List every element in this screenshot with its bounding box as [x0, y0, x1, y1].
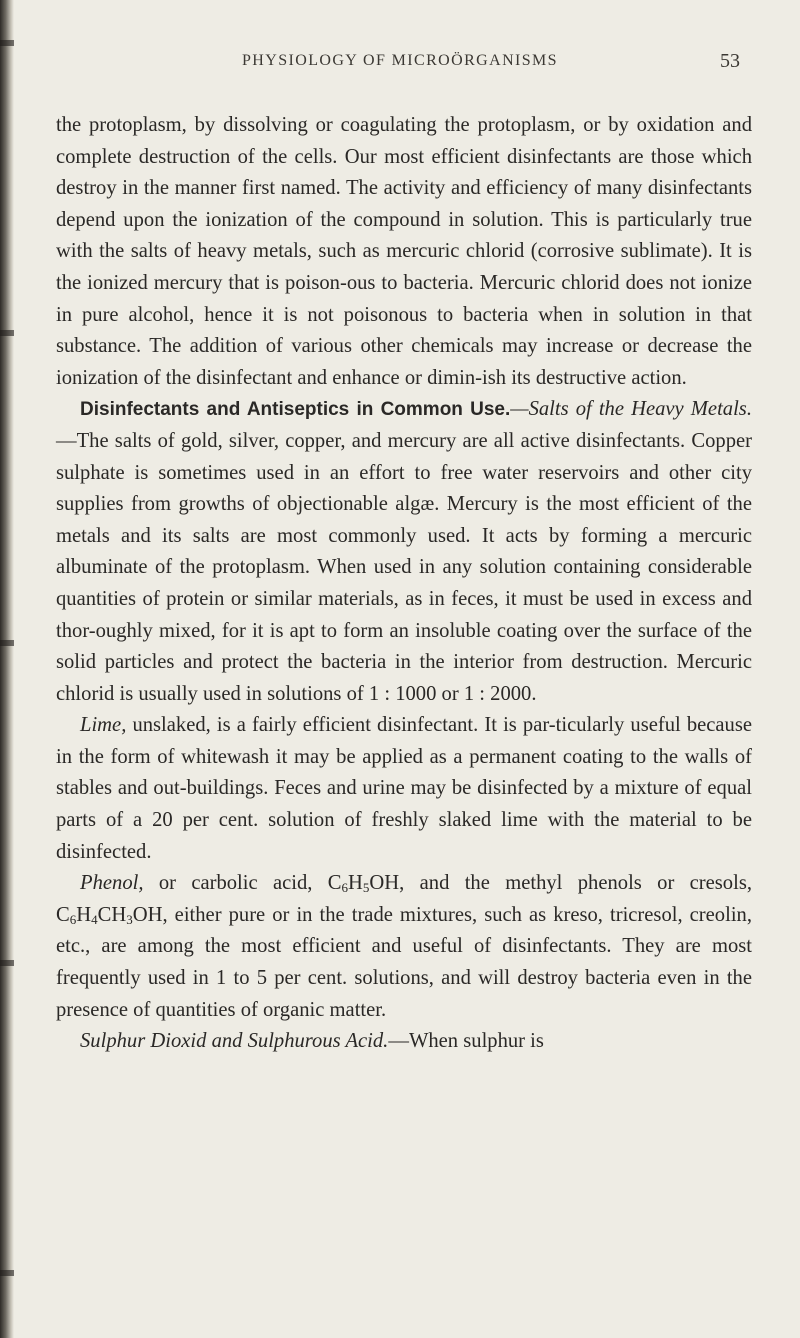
paragraph-lead: Lime, [80, 714, 127, 737]
paragraph-text: unslaked, is a fairly efficient disinfectant. It is par-ticularly useful because in the form of whitewash it may be applied as a permanent coating to the walls of stables and out-buildings. Feces and urine may be disinfected by a mixture of equal parts of a 20 per cent. solution of freshly slaked lime with the material to be disinfected. [56, 714, 752, 863]
page-number: 53 [720, 50, 740, 72]
paragraph-text: OH, and the methyl phenols or cresols, C [56, 872, 752, 926]
page-binding-edge [0, 0, 14, 1338]
formula-subscript: 3 [126, 911, 133, 927]
formula-text: H [76, 903, 92, 926]
binding-thread [0, 330, 14, 336]
subsection-heading: —Salts of the Heavy Metals. [510, 398, 752, 421]
page-header [0, 52, 800, 92]
paragraph-heavy-metals [56, 394, 752, 710]
running-head: PHYSIOLOGY OF MICROÖRGANISMS [242, 52, 558, 69]
section-heading: Disinfectants and Antiseptics in Common Use. [80, 399, 511, 421]
formula-subscript: 6 [341, 880, 349, 896]
formula-text: H [348, 872, 363, 895]
paragraph-text: —When sulphur is [388, 1030, 544, 1053]
paragraph-protoplasm [56, 110, 752, 394]
formula-text: CH [97, 903, 127, 926]
paragraph-phenol [56, 868, 752, 1026]
binding-thread [0, 40, 14, 46]
binding-thread [0, 640, 14, 646]
paragraph-text: —The salts of gold, silver, copper, and mercury are all active disinfectants. Copper sulphate is sometimes used in an effort to free water reservoirs and other city supplies from growths of objectionable algæ. Mercury is the most efficient of the metals and its salts are most commonly used. It acts by forming a mercuric albuminate of the protoplasm. When used in any solution containing considerable quantities of protein or similar materials, as in feces, it must be used in excess and thor-oughly mixed, for it is apt to form an insoluble coating over the surface of the solid particles and protect the bacteria in the interior from destruction. Mercuric chlorid is usually used in solutions of 1 : 1000 or 1 : 2000. [56, 429, 752, 705]
binding-thread [0, 960, 14, 966]
paragraph-lime [56, 710, 752, 868]
paragraph-text: or carbolic acid, C [143, 872, 342, 895]
paragraph-lead: Phenol, [80, 872, 144, 895]
paragraph-lead: Sulphur Dioxid and Sulphurous Acid. [80, 1030, 389, 1053]
formula-subscript: 5 [362, 880, 370, 896]
paragraph-text: the protoplasm, by dissolving or coagulating the protoplasm, or by oxidation and complete destruction of the cells. Our most efficient disinfectants are those which destroy in the manner first named. The activity and efficiency of many disinfectants depend upon the ionization of the compound in solution. This is particularly true with the salts of heavy metals, such as mercuric chlorid (corrosive sublimate). It is the ionized mercury that is poison-ous to bacteria. Mercuric chlorid does not ionize in pure alcohol, hence it is not poisonous to bacteria when in solution in that substance. The addition of various other chemicals may increase or decrease the ionization of the disinfectant and enhance or dimin-ish its destructive action. [56, 114, 752, 389]
formula-subscript: 4 [91, 911, 98, 927]
paragraph-text: OH, either pure or in the trade mixtures, such as kreso, tricresol, creolin, etc., are among the most efficient and useful of disinfectants. They are most frequently used in 1 to 5 per cent. solutions, and will destroy bacteria even in the presence of quantities of organic matter. [56, 903, 752, 1021]
body-text [56, 110, 752, 1058]
formula-subscript: 6 [69, 911, 77, 927]
binding-thread [0, 1270, 14, 1276]
paragraph-sulphur [56, 1026, 752, 1058]
